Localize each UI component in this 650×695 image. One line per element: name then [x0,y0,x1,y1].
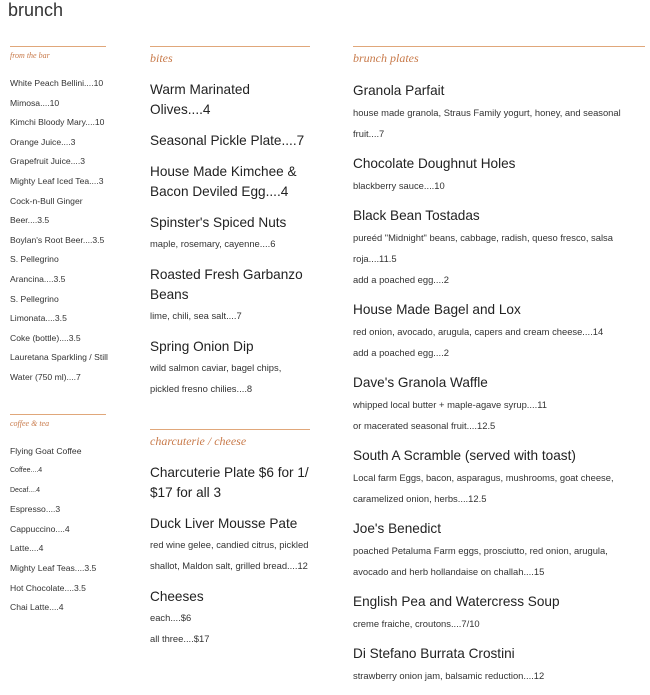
bites-list [150,80,310,399]
menu-item-description: creme fraiche, croutons....7/10 [353,618,480,629]
charcuterie-list [150,463,310,649]
list-item: Cock-n-Bull Ginger [10,195,83,206]
menu-item [353,80,645,144]
list-item: Beer....3.5 [10,215,50,226]
menu-item [353,518,645,582]
menu-item-description: red onion, avocado, arugula, capers and cream cheese....14 [353,326,604,337]
menu-item-name: South A Scramble (served with toast) [353,448,576,463]
menu-item [353,643,645,686]
list-item: Limonata....3.5 [10,313,67,324]
menu-item [353,445,645,509]
page-title: brunch [8,0,64,20]
menu-item-name: House Made Bagel and Lox [353,302,521,317]
menu-item [353,591,645,634]
menu-item-name: Joe's Benedict [353,521,441,536]
menu-item-description: red wine gelee, candied citrus, pickled shallot, Maldon salt, grilled bread....12 [150,539,309,571]
list-item: Boylan's Root Beer....3.5 [10,234,105,245]
coffee-list [10,442,106,618]
brunch-list [353,80,645,686]
bar-list [10,74,106,388]
menu-item-name: Black Bean Tostadas [353,208,480,223]
menu-item [150,337,310,399]
menu-item [150,213,310,254]
section-heading-bites: bites [150,46,310,66]
menu-item [353,299,645,363]
list-item: Orange Juice....3 [10,136,76,147]
list-item: S. Pellegrino [10,254,59,265]
list-item: Hot Chocolate....3.5 [10,582,86,593]
menu-item-description: maple, rosemary, cayenne....6 [150,238,276,249]
menu-item [150,80,310,120]
menu-item [353,153,645,196]
menu-item-name: Roasted Fresh Garbanzo Beans [150,267,303,302]
menu-item [150,514,310,576]
menu-item-name: Dave's Granola Waffle [353,375,488,390]
list-item: Cappuccino....4 [10,523,70,534]
section-heading-charcuterie: charcuterie / cheese [150,429,310,449]
menu-item-name: English Pea and Watercress Soup [353,594,560,609]
menu-item-description: whipped local butter + maple-agave syrup....11 [353,399,547,410]
menu-item-description: strawberry onion jam, balsamic reduction....12 [353,670,545,681]
menu-item-description: poached Petaluma Farm eggs, prosciutto, red onion, arugula, avocado and herb hollandaise on challah....15 [353,545,608,577]
menu-item [150,587,310,649]
menu-item [150,131,310,151]
menu-item [353,372,645,436]
list-item: Coffee....4 [10,467,43,475]
list-item: Lauretana Sparkling / Still [10,352,108,363]
menu-item-name: Charcuterie Plate $6 for 1/ $17 for all 3 [150,465,309,500]
list-item: S. Pellegrino [10,293,59,304]
list-item: White Peach Bellini....10 [10,78,104,88]
menu-item-name: Chocolate Doughnut Holes [353,156,516,171]
bites-column [150,46,310,660]
section-heading-brunch: brunch plates [353,46,645,66]
menu-item-name: Spinster's Spiced Nuts [150,215,287,230]
brunch-column [353,46,645,695]
menu-item-description: all three....$17 [150,633,210,644]
menu-item-description: Local farm Eggs, bacon, asparagus, mushrooms, goat cheese, caramelized onion, herbs....12.5 [353,472,614,504]
menu-item-name: Granola Parfait [353,83,445,98]
menu-item-name: Cheeses [150,589,204,604]
list-item: Coke (bottle)....3.5 [10,332,81,343]
menu-item-name: House Made Kimchee & Bacon Deviled Egg....4 [150,164,297,199]
list-item: Mighty Leaf Iced Tea....3 [10,175,104,186]
menu-item-name: Seasonal Pickle Plate....7 [150,133,305,148]
menu-item-name: Warm Marinated Olives....4 [150,82,250,117]
list-item: Latte....4 [10,543,44,554]
menu-item-addon: or macerated seasonal fruit....12.5 [353,420,496,431]
menu-item [353,205,645,290]
menu-item-description: each....$6 [150,612,192,623]
menu-item-name: Di Stefano Burrata Crostini [353,646,515,661]
menu-item-description: wild salmon caviar, bagel chips, pickled fresno chilies....8 [150,362,282,394]
menu-item-name: Spring Onion Dip [150,339,254,354]
list-item: Chai Latte....4 [10,602,64,613]
list-item: Mimosa....10 [10,97,60,108]
list-item: Decaf....4 [10,486,40,494]
menu-item [150,463,310,503]
menu-item [150,162,310,202]
list-item: Arancina....3.5 [10,273,66,284]
drinks-column [10,46,106,618]
list-item: Grapefruit Juice....3 [10,156,85,167]
menu-item-addon: add a poached egg....2 [353,274,449,285]
list-item: Flying Goat Coffee [10,445,82,456]
menu-item-description: blackberry sauce....10 [353,180,445,191]
list-item: Kimchi Bloody Mary....10 [10,117,105,128]
list-item: Mighty Leaf Teas....3.5 [10,563,97,574]
section-heading-bar: from the bar [10,46,106,60]
menu-item-description: lime, chili, sea salt....7 [150,310,242,321]
menu-item-description: pureéd "Midnight" beans, cabbage, radish, queso fresco, salsa roja....11.5 [353,232,613,264]
list-item: Water (750 ml)....7 [10,371,81,382]
menu-item-description: house made granola, Straus Family yogurt, honey, and seasonal fruit....7 [353,107,621,139]
menu-item-addon: add a poached egg....2 [353,347,449,358]
menu-item-name: Duck Liver Mousse Pate [150,516,298,531]
section-heading-coffee: coffee & tea [10,414,106,428]
menu-item [150,265,310,326]
list-item: Espresso....3 [10,504,61,515]
